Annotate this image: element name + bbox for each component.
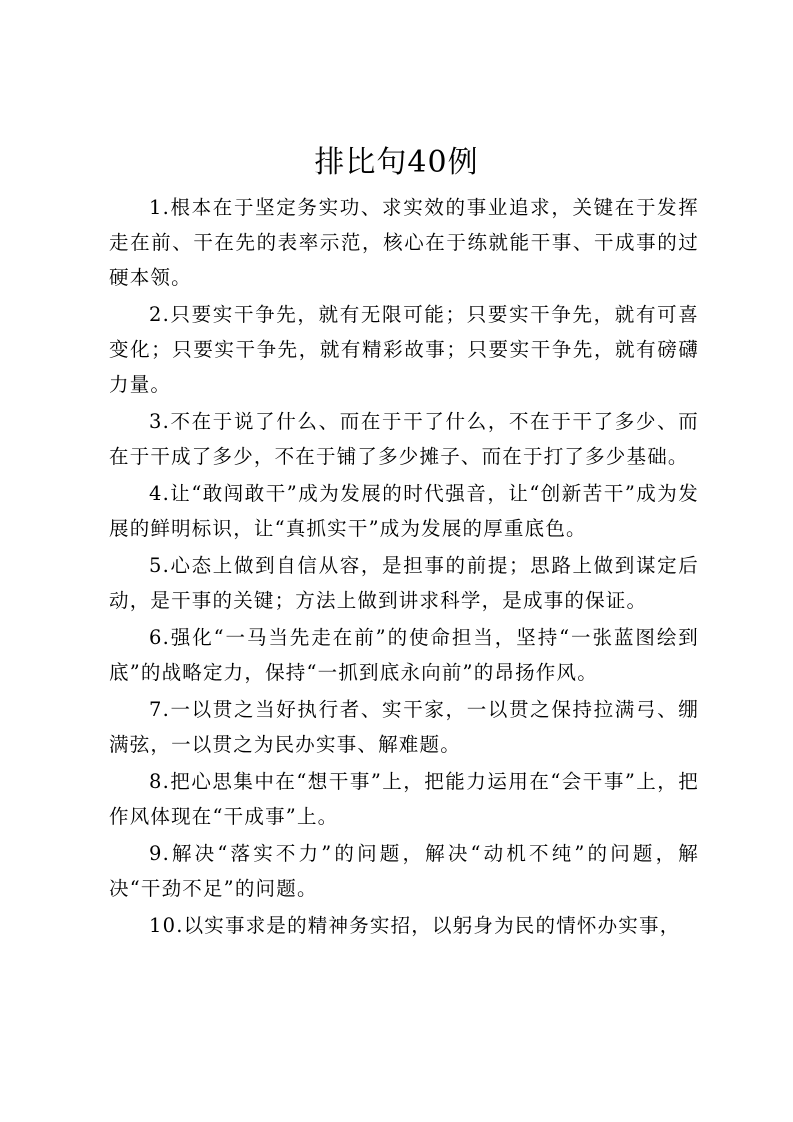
document-body bbox=[109, 190, 699, 945]
paragraph-6: 6.强化“一马当先走在前”的使命担当，坚持“一张蓝图绘到底”的战略定力，保持“一抓到底永向前”的昂扬作风。 bbox=[109, 626, 699, 684]
paragraph-7: 7.一以贯之当好执行者、实干家，一以贯之保持拉满弓、绷满弦，一以贯之为民办实事、解难题。 bbox=[109, 698, 699, 756]
paragraph-2: 2.只要实干争先，就有无限可能；只要实干争先，就有可喜变化；只要实干争先，就有精彩故事；只要实干争先，就有磅礴力量。 bbox=[109, 303, 699, 396]
paragraph-4: 4.让“敢闯敢干”成为发展的时代强音，让“创新苦干”成为发展的鲜明标识，让“真抓实干”成为发展的厚重底色。 bbox=[109, 482, 699, 540]
paragraph-3: 3.不在于说了什么、而在于干了什么，不在于干了多少、而在于干成了多少，不在于铺了多少摊子、而在于打了多少基础。 bbox=[109, 410, 699, 468]
paragraph-8: 8.把心思集中在“想干事”上，把能力运用在“会干事”上，把作风体现在“干成事”上。 bbox=[109, 770, 699, 828]
paragraph-5: 5.心态上做到自信从容，是担事的前提；思路上做到谋定后动，是干事的关键；方法上做到讲求科学，是成事的保证。 bbox=[109, 554, 699, 612]
paragraph-1: 1.根本在于坚定务实功、求实效的事业追求，关键在于发挥走在前、干在先的表率示范，核心在于练就能干事、干成事的过硬本领。 bbox=[109, 196, 699, 289]
page-title: 排比句40例 bbox=[314, 145, 479, 180]
paragraph-10: 10.以实事求是的精神务实招，以躬身为民的情怀办实事， bbox=[149, 914, 681, 937]
paragraph-9: 9.解决“落实不力”的问题，解决“动机不纯”的问题，解决“干劲不足”的问题。 bbox=[109, 842, 699, 900]
